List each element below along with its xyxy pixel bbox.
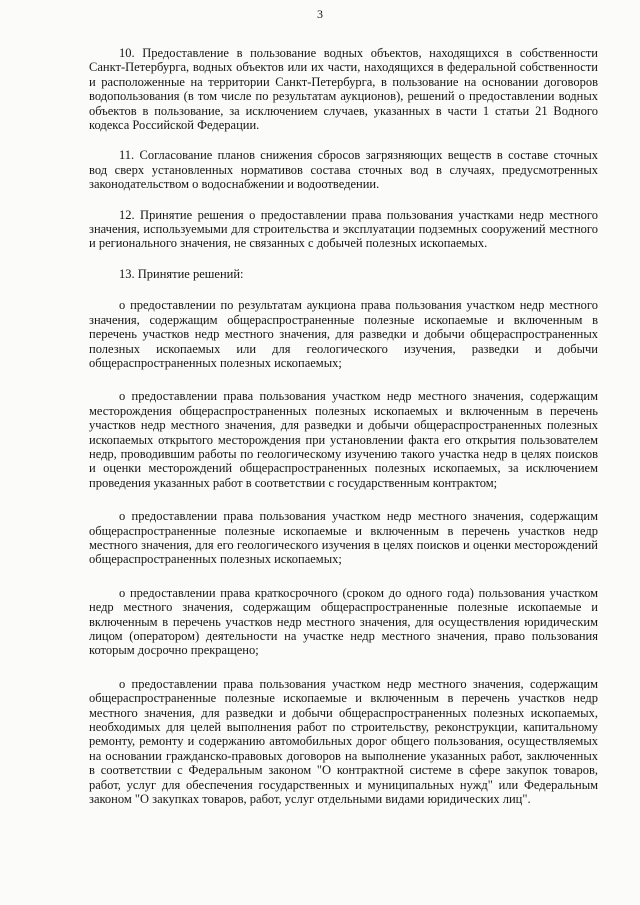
paragraph-13-item-1: о предоставлении по результатам аукциона права пользования участком недр местного значения, содержащим общераспространенные полезные ископаемые и включенным в перечень участков недр местного значения, для разведки и добычи общераспространенных полезных ископаемых или для геологического изучения, разведки и добычи общераспространенных полезных ископаемых;: [89, 298, 598, 370]
paragraph-13-item-2: о предоставлении права пользования участком недр местного значения, содержащим месторождения общераспространенных полезных ископаемых и включенным в перечень участков недр местного значения, для разведки и добычи общераспространенных полезных ископаемых открытого месторождения при установлении факта его открытия пользователем недр, проводившим работы по геологическому изучению такого участка недр в целях поисков и оценки месторождений общераспространенных полезных ископаемых, за исключением проведения указанных работ в соответствии с государственным контрактом;: [89, 389, 598, 490]
paragraph-13-item-5: о предоставлении права пользования участком недр местного значения, содержащим общераспространенные полезные ископаемые и включенным в перечень участков недр местного значения, для разведки и добычи общераспространенных полезных ископаемых, необходимых для целей выполнения работ по строительству, реконструкции, капитальному ремонту, ремонту и содержанию автомобильных дорог общего пользования, осуществляемых на основании гражданско-правовых договоров на выполнение указанных работ, заключенных в соответствии с Федеральным законом "О контрактной системе в сфере закупок товаров, работ, услуг для обеспечения государственных и муниципальных нужд" или Федеральным законом "О закупках товаров, работ, услуг отдельными видами юридических лиц".: [89, 676, 598, 807]
paragraph-12: 12. Принятие решения о предоставлении права пользования участками недр местного значения, используемыми для строительства и эксплуатации подземных сооружений местного и регионального значения, не связанных с добычей полезных ископаемых.: [89, 207, 598, 251]
paragraph-11: 11. Согласование планов снижения сбросов загрязняющих веществ в составе сточных вод сверх установленных нормативов состава сточных вод в случаях, предусмотренных законодательством о водоснабжении и водоотведении.: [89, 148, 598, 192]
paragraph-13-item-4: о предоставлении права краткосрочного (сроком до одного года) пользования участком недр местного значения, содержащим общераспространенные полезные ископаемые и включенным в перечень участков недр местного значения, для осуществления юридическим лицом (оператором) деятельности на участке недр местного значения, право пользования которым досрочно прекращено;: [89, 585, 598, 658]
document-body: [89, 46, 598, 806]
paragraph-13-item-3: о предоставлении права пользования участком недр местного значения, содержащим общераспространенные полезные ископаемые и включенным в перечень участков недр местного значения, для его геологического изучения в целях поисков и оценки месторождений общераспространенных полезных ископаемых;: [89, 509, 598, 567]
page-number: 3: [317, 7, 323, 21]
paragraph-13-heading: 13. Принятие решений:: [119, 266, 244, 281]
paragraph-10: 10. Предоставление в пользование водных объектов, находящихся в собственности Санкт-Петербурга, водных объектов или их части, находящихся в федеральной собственности и расположенные на территории Санкт-Петербурга, в пользование на основании договоров водопользования (в том числе по результатам аукционов), решений о предоставлении водных объектов в пользование, за исключением случаев, указанных в части 1 статьи 21 Водного кодекса Российской Федерации.: [89, 46, 598, 133]
